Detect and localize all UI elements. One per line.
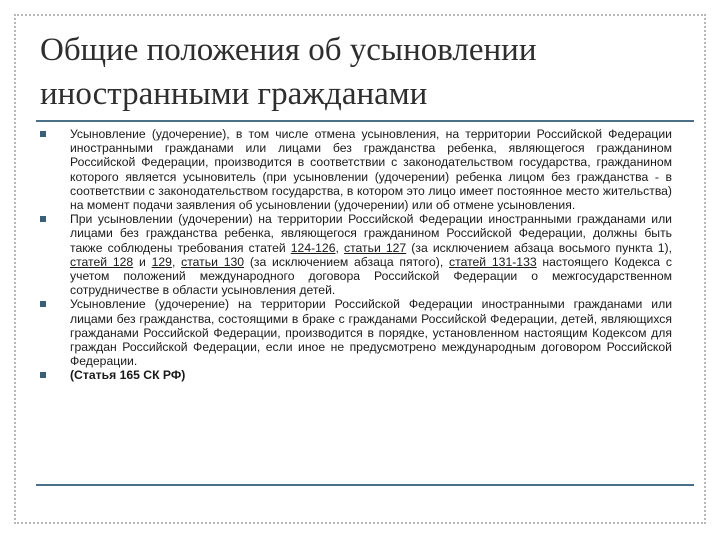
bullet-text: (за исключением абзаца восьмого пункта 1), (406, 240, 672, 255)
link-article-128[interactable]: статей 128 (70, 254, 134, 269)
bullet-item-1 (40, 127, 672, 212)
square-bullet-icon (40, 372, 46, 378)
bottom-divider (36, 484, 694, 486)
title-divider (36, 120, 694, 122)
square-bullet-icon (40, 301, 46, 307)
source-citation: (Статья 165 СК РФ) (70, 368, 186, 383)
bullet-item-2 (40, 212, 672, 297)
slide-title: Общие положения об усыновлении иностранными гражданами (40, 32, 537, 112)
link-article-129[interactable]: 129 (151, 254, 172, 269)
link-article-130[interactable]: статьи 130 (181, 254, 245, 269)
bullet-text: Усыновление (удочерение) на территории Российской Федерации иностранными гражданами или лицами без гражданства, состоящими в браке с гражданами Российской Федерации, детей, являющихся гражданами Российской Федерации, производится в порядке, установленном настоящим Кодексом для граждан Российской Федерации, если иное не предусмотрено международным договором Российской Федерации. (70, 297, 672, 369)
link-articles-124-126[interactable]: 124-126 (290, 240, 336, 255)
square-bullet-icon (40, 216, 46, 222)
link-article-127[interactable]: статьи 127 (343, 240, 407, 255)
bullet-text: (за исключением абзаца пятого), (244, 254, 450, 269)
bullet-text: настоящего Кодекса с учетом положений международного договора Российской Федерации о межгосударственном сотрудничестве в области усыновления детей. (70, 254, 672, 298)
link-articles-131-133[interactable]: статей 131-133 (449, 254, 537, 269)
bullet-item-3 (40, 297, 672, 368)
bullet-text: , (171, 254, 182, 269)
bullet-text: , (335, 240, 344, 255)
bullet-list (40, 127, 672, 383)
bullet-item-4 (40, 368, 672, 382)
square-bullet-icon (40, 131, 46, 137)
bullet-text: и (133, 254, 152, 269)
bullet-text: Усыновление (удочерение), в том числе отмена усыновления, на территории Российской Федерации иностранными гражданами или лицами без гражданства ребенка, являющегося гражданином Российской Федерации, производится в соответствии с законодательством государства, гражданином которого является усыновитель (при усыновлении (удочерении) ребенка лицом без гражданства - в соответствии с законодательством государства, в котором это лицо имеет постоянное место жительства) на момент подачи заявления об усыновлении (удочерении) или об отмене усыновления. (70, 127, 672, 213)
bullet-text: При усыновлении (удочерении) на территории Российской Федерации иностранными гражданами или лицами без гражданства ребенка, являющегося гражданином Российской Федерации, должны быть также соблюдены требования статей (70, 212, 672, 255)
